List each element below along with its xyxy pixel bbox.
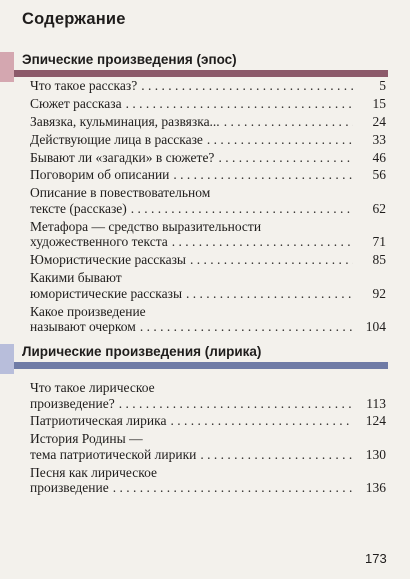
toc-entry-title: Что такое лирическое (30, 380, 155, 395)
toc-entry-line (30, 132, 386, 148)
toc-entry[interactable] (30, 270, 386, 301)
dot-leader (218, 150, 353, 166)
toc-page-number: 15 (372, 95, 386, 111)
dot-leader (119, 396, 353, 412)
dot-leader (126, 96, 353, 112)
toc-entry-title: Какое произведение (30, 303, 146, 319)
dot-leader (131, 201, 353, 217)
toc-page-number: 104 (365, 319, 386, 335)
toc-entry-title: Какими бывают (30, 270, 122, 286)
toc-entry-line (30, 96, 386, 112)
toc-page-number: 62 (372, 200, 386, 216)
toc-list-epic (30, 78, 386, 337)
dot-leader (186, 286, 353, 302)
toc-entry-title: Действующие лица в рассказе (30, 131, 203, 147)
dot-leader (113, 480, 353, 496)
toc-entry-title: тема патриотической лирики (30, 446, 197, 462)
toc-page-number: 113 (366, 395, 386, 411)
toc-entry-line (30, 150, 386, 166)
toc-entry[interactable] (30, 465, 386, 496)
toc-entry-line (30, 465, 386, 481)
toc-entry[interactable] (30, 150, 386, 166)
toc-entry[interactable] (30, 96, 386, 112)
toc-entry-title: художественного текста (30, 234, 168, 250)
dot-leader (172, 234, 353, 250)
toc-entry-title: Песня как лирическое (30, 464, 157, 480)
dot-leader (190, 252, 353, 268)
toc-page-number: 56 (372, 167, 386, 183)
toc-entry-line (30, 219, 386, 235)
toc-entry-title: произведение (30, 480, 109, 496)
section-heading: Лирические произведения (лирика) (22, 344, 262, 359)
toc-list-lyric (30, 380, 386, 498)
dot-leader (173, 167, 353, 183)
toc-entry[interactable] (30, 114, 386, 130)
toc-entry[interactable] (30, 185, 386, 216)
toc-entry-line (30, 270, 386, 286)
toc-entry-line (30, 480, 386, 496)
toc-entry-title: Сюжет рассказа (30, 95, 122, 111)
toc-entry-title: Бывают ли «загадки» в сюжете? (30, 149, 215, 165)
toc-page-number: 24 (372, 113, 386, 129)
toc-entry-line (30, 413, 386, 429)
dot-leader (140, 319, 353, 335)
toc-page-number: 71 (372, 234, 386, 250)
toc-entry-title: тексте (рассказе) (30, 200, 127, 216)
toc-entry[interactable] (30, 431, 386, 462)
toc-page-number: 85 (372, 252, 386, 268)
dot-leader (224, 114, 353, 130)
toc-entry-line (30, 304, 386, 320)
toc-entry-title: Юмористические рассказы (30, 252, 186, 268)
toc-entry-line (30, 380, 386, 396)
section-stripe (0, 344, 14, 374)
section-bar (14, 70, 388, 77)
page-number: 173 (365, 551, 387, 566)
toc-entry-line (30, 185, 386, 201)
toc-entry[interactable] (30, 78, 386, 94)
dot-leader (207, 132, 353, 148)
toc-entry-line (30, 286, 386, 302)
toc-entry-title: произведение? (30, 395, 115, 411)
toc-entry-line (30, 447, 386, 463)
dot-leader (170, 413, 353, 429)
page-title: Содержание (22, 10, 126, 28)
toc-entry-title: Патриотическая лирика (30, 413, 167, 429)
toc-page-number: 5 (379, 78, 386, 93)
toc-page-number: 136 (365, 480, 386, 496)
toc-entry-line (30, 114, 386, 130)
toc-page-number: 92 (372, 285, 386, 301)
toc-entry[interactable] (30, 167, 386, 183)
toc-entry-line (30, 167, 386, 183)
toc-entry-line (30, 431, 386, 447)
toc-entry[interactable] (30, 304, 386, 335)
toc-entry[interactable] (30, 132, 386, 148)
toc-entry[interactable] (30, 413, 386, 429)
toc-entry-title: Что такое рассказ? (30, 78, 138, 93)
toc-entry-title: Поговорим об описании (30, 167, 170, 183)
toc-page-number: 124 (365, 413, 386, 429)
toc-entry-line (30, 252, 386, 268)
dot-leader (141, 78, 353, 94)
toc-entry-line (30, 201, 386, 217)
toc-entry-line (30, 234, 386, 250)
toc-entry-title: юмористические рассказы (30, 285, 183, 301)
toc-entry-title: Завязка, кульминация, развязка... (30, 113, 220, 129)
toc-entry-title: Метафора — средство выразительности (30, 218, 262, 234)
toc-entry-line (30, 78, 386, 94)
toc-entry-line (30, 319, 386, 335)
toc-page-number: 130 (365, 446, 386, 462)
toc-entry[interactable] (30, 219, 386, 250)
section-stripe (0, 52, 14, 82)
toc-entry-title: Описание в повествовательном (30, 185, 211, 201)
toc-entry[interactable] (30, 380, 386, 411)
toc-entry-line (30, 396, 386, 412)
section-heading: Эпические произведения (эпос) (22, 52, 237, 67)
toc-entry-title: называют очерком (30, 319, 136, 335)
toc-page-number: 46 (372, 149, 386, 165)
dot-leader (200, 447, 353, 463)
toc-entry-title: История Родины — (30, 431, 143, 447)
toc-page-number: 33 (372, 131, 386, 147)
toc-entry[interactable] (30, 252, 386, 268)
section-bar (14, 362, 388, 369)
